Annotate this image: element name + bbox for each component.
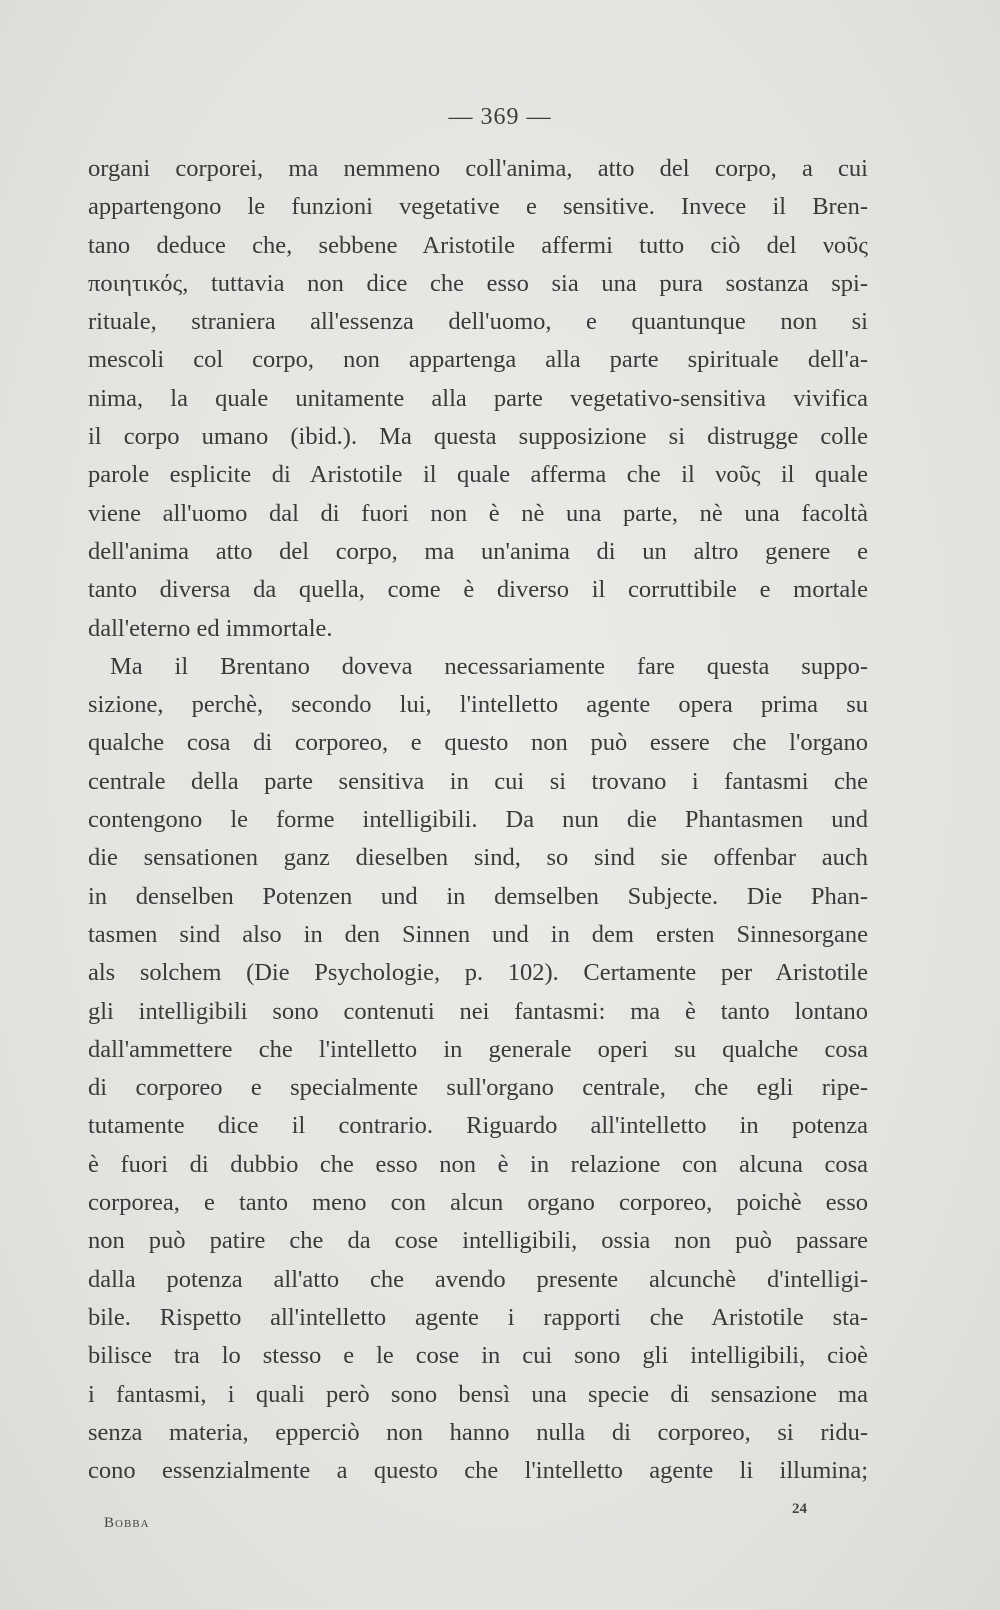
- text-line: nima, la quale unitamente alla parte vegetativo-sensitiva vivifica: [88, 384, 868, 412]
- text-line: Ma il Brentano doveva necessariamente fare questa suppo-: [110, 652, 868, 680]
- text-line: tutamente dice il contrario. Riguardo all'intelletto in potenza: [88, 1112, 868, 1140]
- text-line: viene all'uomo dal di fuori non è nè una parte, nè una facoltà: [88, 499, 868, 527]
- text-line: tasmen sind also in den Sinnen und in dem ersten Sinnesorgane: [88, 920, 868, 948]
- text-line: rituale, straniera all'essenza dell'uomo, e quantunque non si: [88, 308, 868, 336]
- text-line: di corporeo e specialmente sull'organo centrale, che egli ripe-: [88, 1074, 868, 1102]
- text-line: qualche cosa di corporeo, e questo non può essere che l'organo: [88, 729, 868, 757]
- text-line: dell'anima atto del corpo, ma un'anima di un altro genere e: [88, 537, 868, 565]
- text-line: tano deduce che, sebbene Aristotile affermi tutto ciò del νοῦς: [88, 231, 868, 259]
- text-line: contengono le forme intelligibili. Da nun die Phantasmen und: [88, 806, 868, 834]
- text-line: mescoli col corpo, non appartenga alla parte spirituale dell'a-: [88, 346, 868, 374]
- text-line: i fantasmi, i quali però sono bensì una specie di sensazione ma: [88, 1380, 868, 1408]
- text-line: sizione, perchè, secondo lui, l'intelletto agente opera prima su: [88, 691, 868, 719]
- text-line: il corpo umano (ibid.). Ma questa supposizione si distrugge colle: [88, 423, 868, 451]
- text-line: è fuori di dubbio che esso non è in relazione con alcuna cosa: [88, 1150, 868, 1178]
- footer-signature: 24: [792, 1501, 807, 1517]
- text-line: appartengono le funzioni vegetative e sensitive. Invece il Bren-: [88, 193, 868, 221]
- text-line: centrale della parte sensitiva in cui si trovano i fantasmi che: [88, 767, 868, 795]
- text-line: dalla potenza all'atto che avendo presente alcunchè d'intelligi-: [88, 1265, 868, 1293]
- text-line: bile. Rispetto all'intelletto agente i rapporti che Aristotile sta-: [88, 1303, 868, 1331]
- text-line: bilisce tra lo stesso e le cose in cui sono gli intelligibili, cioè: [88, 1342, 868, 1370]
- text-line: cono essenzialmente a questo che l'intelletto agente li illumina;: [88, 1457, 868, 1485]
- text-line: die sensationen ganz dieselben sind, so sind sie offenbar auch: [88, 844, 868, 872]
- text-line: parole esplicite di Aristotile il quale afferma che il νοῦς il quale: [88, 461, 868, 489]
- page-number: — 369 —: [448, 104, 552, 130]
- text-line: in denselben Potenzen und in demselben Subjecte. Die Phan-: [88, 882, 868, 910]
- text-line: organi corporei, ma nemmeno coll'anima, atto del corpo, a cui: [88, 155, 868, 182]
- text-line: corporea, e tanto meno con alcun organo corporeo, poichè esso: [88, 1189, 868, 1217]
- text-line: non può patire che da cose intelligibili, ossia non può passare: [88, 1227, 868, 1255]
- text-line: tanto diversa da quella, come è diverso il corruttibile e mortale: [88, 576, 868, 604]
- body-text: [88, 150, 868, 1490]
- text-line: dall'eterno ed immortale.: [88, 614, 333, 642]
- text-line: senza materia, epperciò non hanno nulla di corporeo, si ridu-: [88, 1418, 868, 1446]
- footer-author: Bobba: [104, 1515, 150, 1531]
- text-line: dall'ammettere che l'intelletto in generale operi su qualche cosa: [88, 1035, 868, 1063]
- text-line: ποιητικός, tuttavia non dice che esso sia una pura sostanza spi-: [88, 269, 868, 297]
- text-line: als solchem (Die Psychologie, p. 102). Certamente per Aristotile: [88, 959, 868, 987]
- text-line: gli intelligibili sono contenuti nei fantasmi: ma è tanto lontano: [88, 997, 868, 1025]
